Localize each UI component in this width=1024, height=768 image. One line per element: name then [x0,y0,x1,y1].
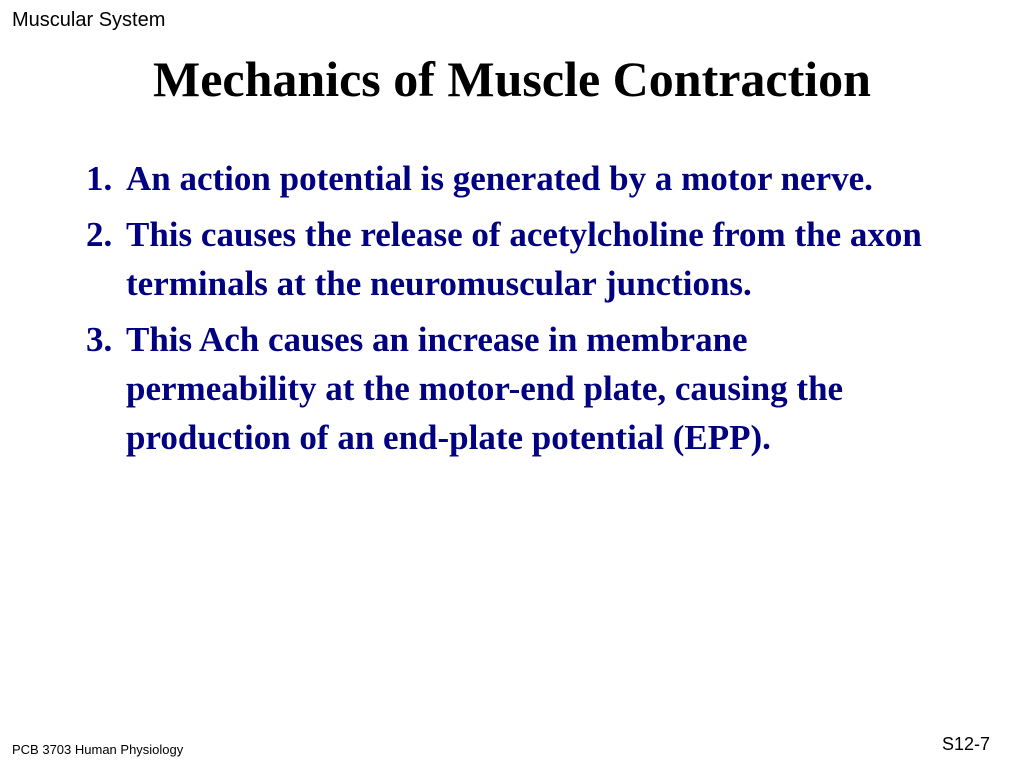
slide-number: S12-7 [941,734,990,754]
numbered-list [86,154,946,469]
list-item-number: 2. [86,215,113,254]
slide-title: Mechanics of Muscle Contraction [153,51,871,107]
list-item-number: 3. [86,320,113,359]
list-item-number: 1. [86,159,113,198]
footer-course: PCB 3703 Human Physiology [12,742,184,757]
list-item-text: This Ach causes an increase in membrane permeability at the motor-end plate, causing the production of an end-plate potential (EPP). [126,320,844,457]
section-label: Muscular System [12,9,166,31]
list-item-text: An action potential is generated by a motor nerve. [126,159,873,198]
list-item [86,315,946,462]
list-item [86,154,946,203]
list-item [86,210,946,308]
list-item-text: This causes the release of acetylcholine from the axon terminals at the neuromuscular junctions. [126,215,922,303]
